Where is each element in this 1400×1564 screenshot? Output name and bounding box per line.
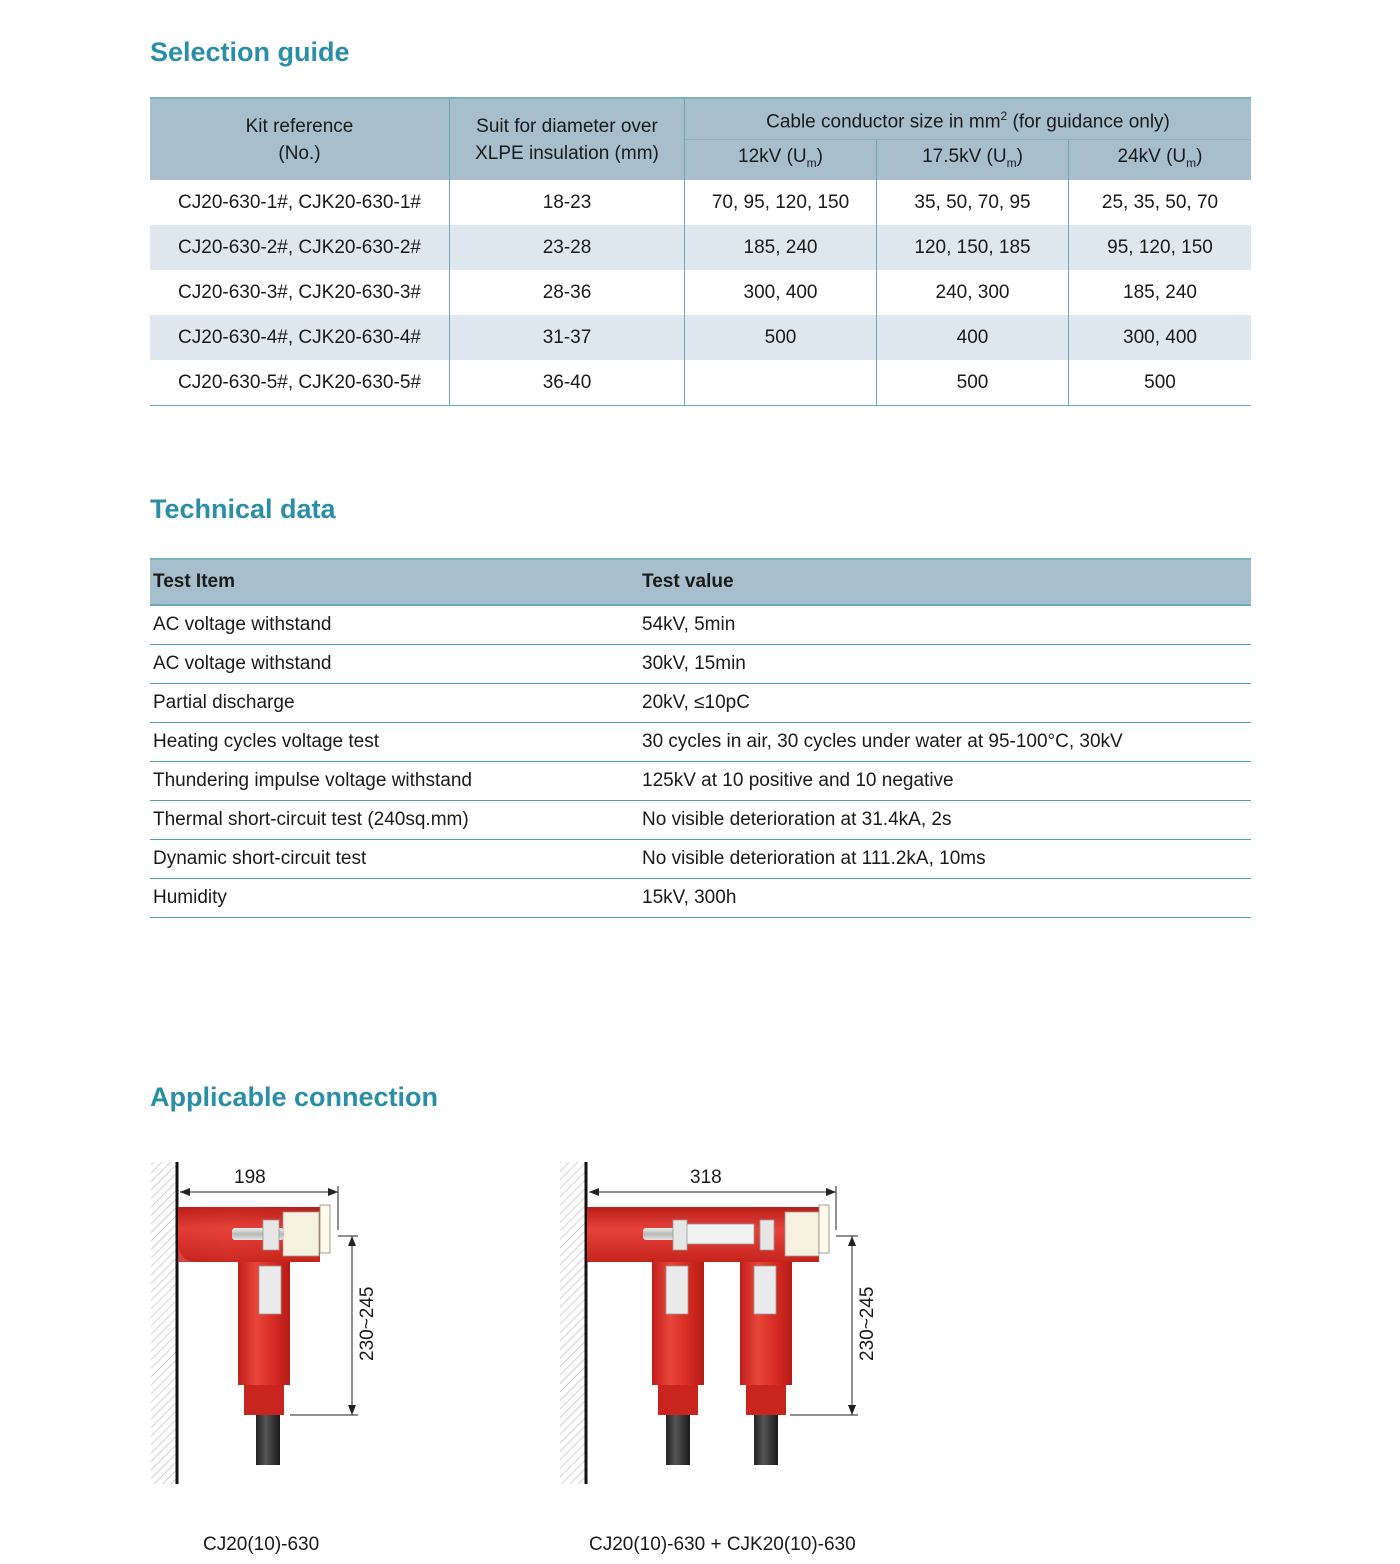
contact-lug [263,1220,279,1250]
cable-lug [754,1266,776,1314]
header-test-item: Test Item [150,559,639,605]
header-24kv-close: ) [1196,146,1203,168]
kit-cell: CJ20-630-2#, CJK20-630-2# [150,225,450,270]
kv175-cell: 120, 150, 185 [877,225,1069,270]
kv175-cell: 500 [877,360,1069,406]
double-height-dimension [845,1251,878,1361]
connector-skirt-1 [658,1385,698,1415]
header-diameter-line1: Suit for diameter over [476,115,658,137]
arrow-icon [180,1188,190,1196]
test-item-cell: Dynamic short-circuit test [150,840,639,879]
contact-lug [673,1220,687,1250]
header-17-5kv-text: 17.5kV (U [922,146,1007,168]
kit-cell: CJ20-630-3#, CJK20-630-3# [178,281,421,303]
test-item-cell: Humidity [150,879,639,918]
kv12-cell: 300, 400 [685,270,877,315]
selection-guide-title: Selection guide [150,37,350,67]
kv24-cell: 25, 35, 50, 70 [1069,180,1252,225]
double-connector-diagram [560,1162,858,1484]
test-value-cell: 20kV, ≤10pC [639,684,1251,723]
single-width-dimension: 198 [234,1167,266,1188]
kv24-cell: 300, 400 [1069,315,1252,360]
test-value-cell: 15kV, 300h [639,879,1251,918]
single-height-dimension [345,1251,378,1361]
diameter-cell: 36-40 [450,360,685,406]
double-connector-caption: CJ20(10)-630 + CJK20(10)-630 [589,1534,856,1555]
test-value-cell: 30kV, 15min [639,645,1251,684]
technical-data-title: Technical data [150,494,336,524]
kv175-cell: 240, 300 [877,270,1069,315]
test-value-cell: 125kV at 10 positive and 10 negative [639,762,1251,801]
arrow-icon [348,1236,356,1246]
coupling-insulator [684,1224,754,1244]
diameter-cell: 28-36 [450,270,685,315]
kit-cell: CJ20-630-4#, CJK20-630-4# [150,315,450,360]
test-item-cell: Thundering impulse voltage withstand [150,762,639,801]
connector-skirt-2 [746,1385,786,1415]
test-item-cell: Partial discharge [150,684,639,723]
single-height-dimension-text: 230~245 [357,1286,378,1361]
single-connector-caption: CJ20(10)-630 [203,1534,320,1555]
double-width-dimension: 318 [690,1167,722,1188]
double-height-dimension-text: 230~245 [857,1286,878,1361]
test-value-cell: 30 cycles in air, 30 cycles under water at 95-100°C, 30kV [639,723,1251,762]
header-test-value: Test value [639,559,1251,605]
insulating-plug [283,1212,319,1256]
header-cable-size-sup: 2 [1000,108,1008,123]
insulating-plug [785,1212,819,1256]
header-12kv-sub: m [806,155,817,170]
kv24-cell: 95, 120, 150 [1069,225,1252,270]
test-value-cell: No visible deterioration at 31.4kA, 2s [639,801,1251,840]
arrow-icon [328,1188,338,1196]
kv12-cell: 70, 95, 120, 150 [685,180,877,225]
header-24kv-text: 24kV (U [1117,146,1187,168]
test-item-cell: Heating cycles voltage test [150,723,639,762]
test-value-cell: No visible deterioration at 111.2kA, 10ms [639,840,1251,879]
header-24kv-sub: m [1186,155,1197,170]
arrow-icon [589,1188,599,1196]
arrow-icon [348,1405,356,1415]
end-cap [819,1205,829,1253]
kv175-cell: 35, 50, 70, 95 [877,180,1069,225]
cable [256,1415,280,1465]
header-12kv-text: 12kV (U [738,146,807,168]
test-value-cell: 54kV, 5min [639,605,1251,645]
diameter-cell: 18-23 [450,180,685,225]
cable [666,1415,690,1465]
kv12-cell: 500 [685,315,877,360]
cable-lug [666,1266,688,1314]
header-17-5kv-sub: m [1006,155,1017,170]
diameter-cell: 23-28 [450,225,685,270]
kv24-cell: 500 [1069,360,1252,406]
test-item-cell: AC voltage withstand [150,645,639,684]
kv12-cell: 185, 240 [685,225,877,270]
applicable-connection-title: Applicable connection [150,1082,439,1112]
cable [754,1415,778,1465]
header-17-5kv-close: ) [1016,146,1023,168]
arrow-icon [848,1236,856,1246]
kit-cell: CJ20-630-5#, CJK20-630-5# [150,360,450,406]
header-12kv-close: ) [816,146,823,168]
header-cable-size-note: (for guidance only) [1007,111,1170,133]
header-kit-reference-line1: Kit reference [245,115,354,137]
header-kit-reference-line2: (No.) [278,142,321,164]
wall-hatch [560,1162,585,1484]
header-cable-size-text: Cable conductor size in mm [766,111,1001,133]
arrow-icon [826,1188,836,1196]
wall-hatch [151,1162,176,1484]
arrow-icon [848,1405,856,1415]
connector-skirt [244,1385,284,1415]
diameter-cell: 31-37 [450,315,685,360]
single-connector-diagram [151,1162,358,1484]
header-diameter-line2: XLPE insulation (mm) [475,142,659,164]
kv24-cell: 185, 240 [1069,270,1252,315]
test-item-cell: AC voltage withstand [150,605,639,645]
kv175-cell: 400 [877,315,1069,360]
end-cap [320,1205,330,1253]
contact-lug [760,1220,774,1250]
test-item-cell: Thermal short-circuit test (240sq.mm) [150,801,639,840]
cable-lug [259,1266,281,1314]
kit-cell: CJ20-630-1#, CJK20-630-1# [178,191,421,213]
